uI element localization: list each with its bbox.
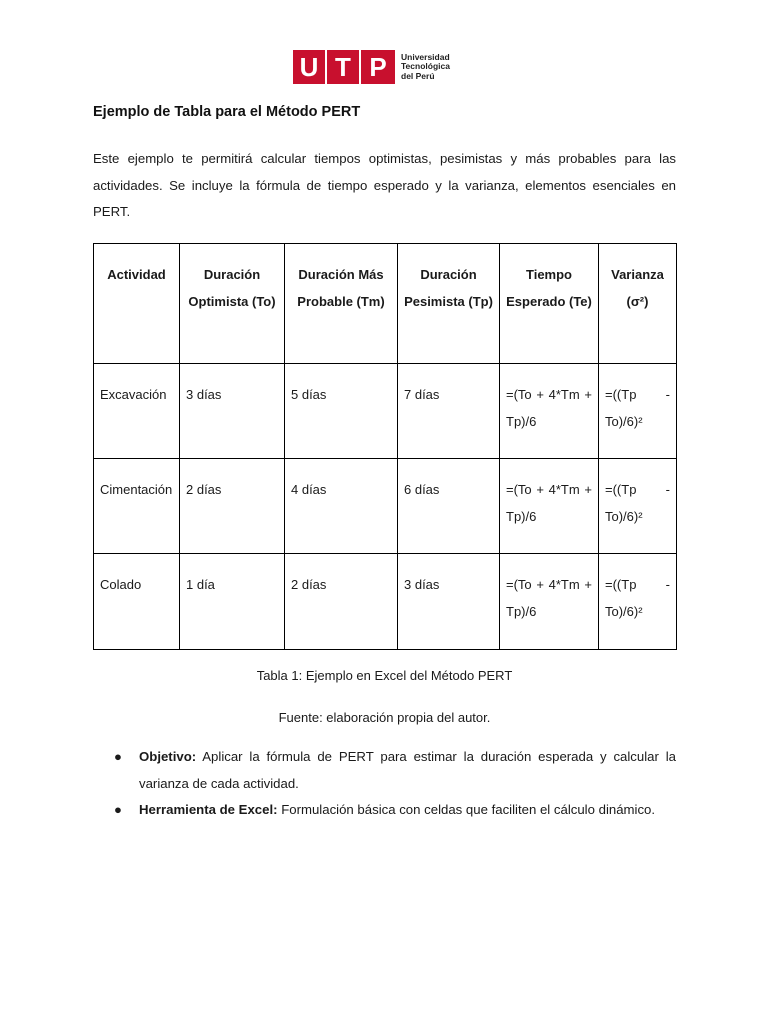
logo-letter-t: T [327,50,361,84]
cell-tiempo-esperado: =(To + 4*Tm + Tp)/6 [500,554,599,650]
table-header-row [94,244,677,364]
cell-pesimista: 7 días [398,364,500,459]
logo-letter-u: U [293,50,327,84]
bullet-label: Objetivo: [139,749,197,764]
header-optimista: Duración Optimista (To) [180,244,285,364]
bullet-label: Herramienta de Excel: [139,802,278,818]
cell-pesimista: 6 días [398,459,500,554]
logo-letter-p: P [369,51,387,82]
cell-actividad: Cimentación [94,459,180,554]
cell-actividad: Colado [94,554,180,650]
header-actividad: Actividad [94,244,180,364]
utp-logo [293,50,450,84]
header-varianza: Varianza (σ²) [599,244,677,364]
pert-table [93,243,677,650]
table-row [94,459,677,554]
logo-mark [293,50,395,84]
table-row [94,364,677,459]
bullet-icon: ● [114,802,122,818]
bullet-list [93,744,676,824]
bullet-text: Formulación básica con celdas que faciliten el cálculo dinámico. [277,802,656,818]
header-pesimista: Duración Pesimista (Tp) [398,244,500,364]
cell-mas-probable: 5 días [285,364,398,459]
cell-mas-probable: 2 días [285,554,398,650]
logo-text-line-1: Universidad [401,51,450,62]
table-caption: Tabla 1: Ejemplo en Excel del Método PERT [256,668,513,683]
table-source: Fuente: elaboración propia del autor. [278,710,491,725]
bullet-text: Aplicar la fórmula de PERT para estimar la duración esperada y calcular la varianza de cada actividad. [139,749,676,791]
cell-optimista: 3 días [180,364,285,459]
header-mas-probable: Duración Más Probable (Tm) [285,244,398,364]
cell-varianza: =((Tp - To)/6)² [599,554,677,650]
cell-varianza: =((Tp - To)/6)² [599,364,677,459]
cell-varianza: =((Tp - To)/6)² [599,459,677,554]
cell-optimista: 1 día [180,554,285,650]
table-row [94,554,677,650]
logo-wordmark [401,53,450,82]
bullet-icon: ● [114,749,122,764]
cell-mas-probable: 4 días [285,459,398,554]
cell-optimista: 2 días [180,459,285,554]
cell-tiempo-esperado: =(To + 4*Tm + Tp)/6 [500,459,599,554]
list-item [93,797,676,824]
cell-actividad: Excavación [94,364,180,459]
logo-text-line-2: Tecnológica [401,61,450,72]
list-item [93,744,676,797]
cell-tiempo-esperado: =(To + 4*Tm + Tp)/6 [500,364,599,459]
cell-pesimista: 3 días [398,554,500,650]
intro-paragraph: Este ejemplo te permitirá calcular tiempos optimistas, pesimistas y más probables para las actividades. Se incluye la fórmula de tiempo esperado y la varianza, elementos esenciales en PERT. [93,151,676,220]
header-tiempo-esperado: Tiempo Esperado (Te) [500,244,599,364]
logo-text-line-3: del Perú [401,70,435,81]
page-title: Ejemplo de Tabla para el Método PERT [93,104,361,120]
